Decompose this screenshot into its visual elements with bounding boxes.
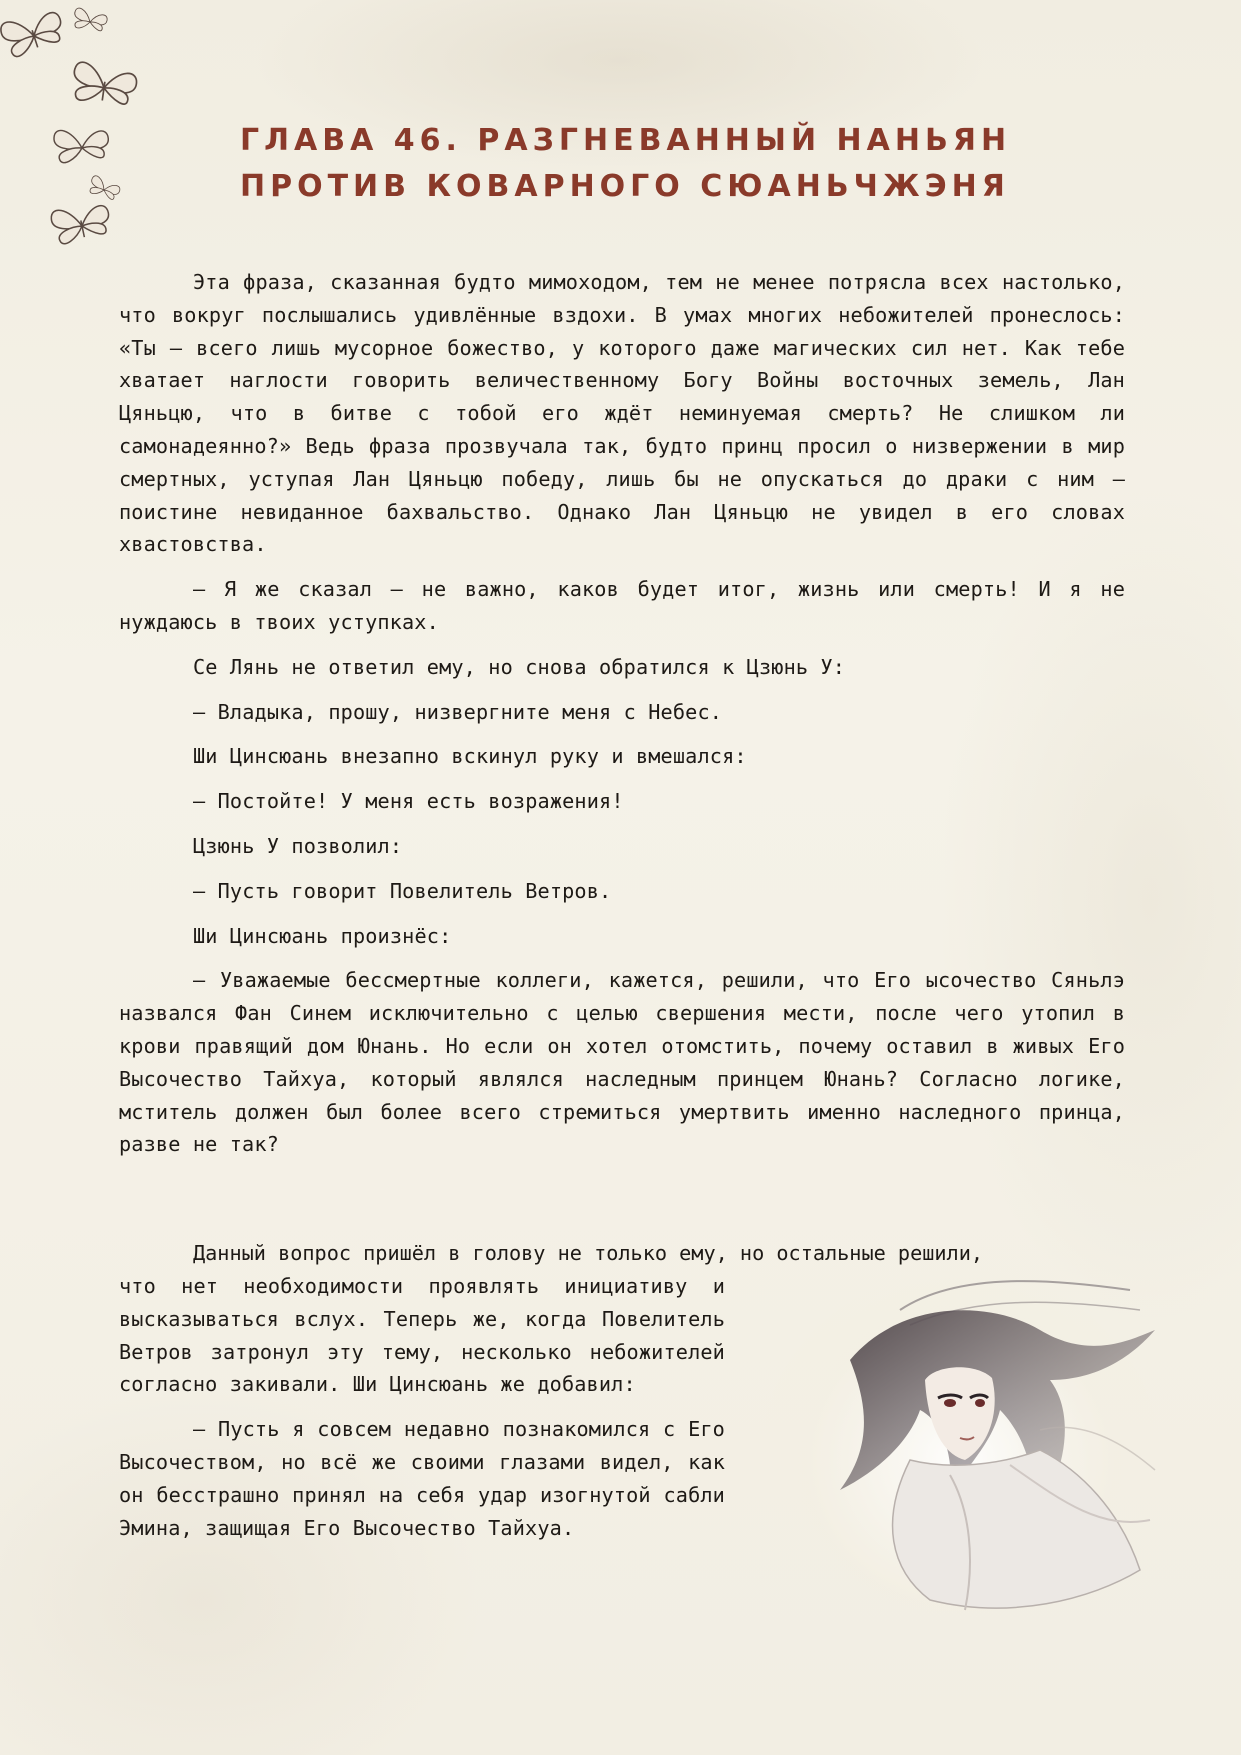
paragraph-first-line: Данный вопрос пришёл в голову не только ему, но остальные решили, bbox=[193, 1241, 984, 1265]
paragraph: — Пусть говорит Повелитель Ветров. bbox=[193, 878, 612, 903]
chapter-title bbox=[240, 118, 1012, 210]
butterfly-ornament-icon bbox=[0, 0, 150, 260]
chapter-title-line-2: ПРОТИВ КОВАРНОГО СЮАНЬЧЖЭНЯ bbox=[240, 169, 1010, 204]
paragraph: Ши Цинсюань внезапно вскинул руку и вмешался: bbox=[193, 744, 747, 769]
paragraph: — Уважаемые бессмертные коллеги, кажется, решили, что Его ысочество Сяньлэ назвался Фан Синем исключительно с целью свершения мести, после чего утопил в крови правящий дом Юнань. Но если он хотел отомстить, почему оставил в живых Его Высочество Тайхуа, который являлся наследным принцем Юнань? Согласно логике, мститель должен был более всего стремиться умертвить именно наследного принца, разве не так? bbox=[119, 968, 1125, 1157]
paragraph: — Я же сказал — не важно, каков будет итог, жизнь или смерть! И я не нуждаюсь в твоих уступках. bbox=[119, 577, 1125, 634]
paragraph: — Владыка, прошу, низвергните меня с Небес. bbox=[193, 699, 723, 724]
character-portrait-illustration bbox=[760, 1270, 1160, 1650]
paragraph-continuation: что нет необходимости проявлять инициативу и высказываться вслух. Теперь же, когда Повелитель Ветров затронул эту тему, несколько небожителей согласно закивали. Ши Цинсюань же добавил: bbox=[119, 1274, 725, 1397]
paragraph: Эта фраза, сказанная будто мимоходом, тем не менее потрясла всех настолько, что вокруг послышались удивлённые вздохи. В умах многих небожителей пронеслось: «Ты — всего лишь мусорное божество, у которого даже магических сил нет. Как тебе хватает наглости говорить величественному Богу Войны восточных земель, Лан Цяньцю, что в битве с тобой его ждёт неминуемая смерть? Не слишком ли самонадеянно?» Ведь фраза прозвучала так, будто принц просил о низвержении в мир смертных, уступая Лан Цяньцю победу, лишь бы не опускаться до драки с ним — поистине невиданное бахвальство. Однако Лан Цяньцю не увидел в его словах хвастовства. bbox=[119, 270, 1125, 557]
paragraph: Ши Цинсюань произнёс: bbox=[193, 923, 452, 948]
paragraph: — Пусть я совсем недавно познакомился с Его Высочеством, но всё же своими глазами видел, как он бесстрашно принял на себя удар изогнутой сабли Эмина, защищая Его Высочество Тайхуа. bbox=[119, 1417, 725, 1540]
chapter-title-line-1: ГЛАВА 46. РАЗГНЕВАННЫЙ НАНЬЯН bbox=[240, 123, 1012, 158]
chapter-body-text bbox=[119, 266, 1125, 1173]
paragraph: Се Лянь не ответил ему, но снова обратился к Цзюнь У: bbox=[193, 654, 846, 679]
paragraph: — Постойте! У меня есть возражения! bbox=[193, 789, 624, 814]
lower-body-text bbox=[119, 1270, 725, 1556]
paragraph: Цзюнь У позволил: bbox=[193, 833, 403, 858]
